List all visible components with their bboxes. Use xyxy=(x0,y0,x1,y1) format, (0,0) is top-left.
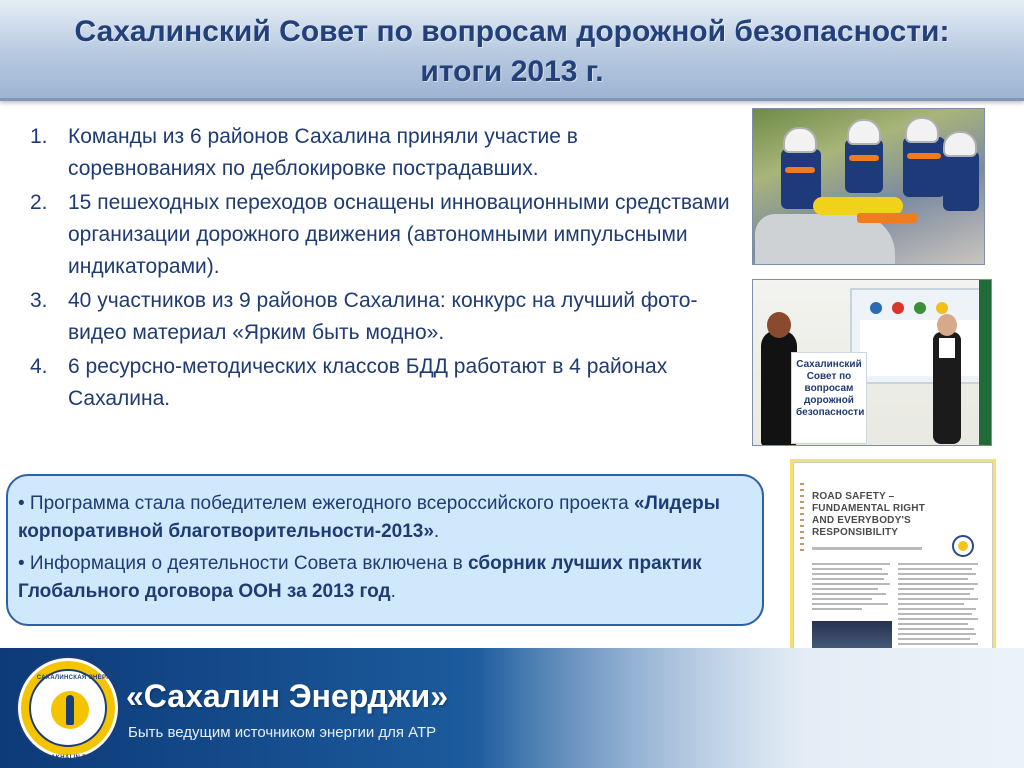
rescuer-figure xyxy=(943,151,979,211)
logo-ring xyxy=(29,669,120,761)
headline-line: FUNDAMENTAL RIGHT xyxy=(812,503,926,514)
list-item-text: Команды из 6 районов Сахалина приняли участие в соревнованиях по деблокировке пострадавших. xyxy=(68,125,578,180)
achievements-box xyxy=(6,474,764,626)
list-item-text: 40 участников из 9 районов Сахалина: конкурс на лучший фото-видео материал «Ярким быть модно». xyxy=(68,289,698,344)
achievement-highlight: «Лидеры корпоративной благотворительности-2013» xyxy=(18,493,720,542)
logo-icon xyxy=(892,302,904,314)
headline-line: AND EVERYBODY'S xyxy=(812,515,911,526)
helmet-icon xyxy=(783,127,817,153)
vest-stripe xyxy=(907,153,941,159)
list-item-number: 4. xyxy=(30,355,48,378)
vest-stripe xyxy=(849,155,879,161)
page-title xyxy=(0,12,1024,92)
teacher-head xyxy=(767,312,791,338)
island-icon xyxy=(51,691,89,729)
logo-icon xyxy=(936,302,948,314)
achievement-suffix: . xyxy=(390,581,396,602)
headline-line: ROAD SAFETY – xyxy=(812,491,895,502)
green-board xyxy=(979,280,991,446)
magazine-headline xyxy=(812,491,982,539)
student-head xyxy=(937,314,957,336)
achievement-item xyxy=(18,550,752,606)
classroom-photo xyxy=(752,279,992,446)
list-item-text: 15 пешеходных переходов оснащены инновационными средствами организации дорожного движения (автономными импульсными индикаторами). xyxy=(68,191,730,278)
body-text-column xyxy=(812,563,890,613)
page-title-line2: итоги 2013 г. xyxy=(420,55,604,88)
company-slogan: Быть ведущим источником энергии для АТР xyxy=(128,724,437,741)
headline-line: RESPONSIBILITY xyxy=(812,527,899,538)
list-item-number: 2. xyxy=(30,191,48,214)
company-name: «Сахалин Энерджи» xyxy=(126,678,449,714)
logo-icon xyxy=(914,302,926,314)
achievement-suffix: . xyxy=(433,521,440,542)
rescue-competition-photo xyxy=(752,108,985,265)
achievement-highlight: сборник лучших практик Глобального договора ООН за 2013 год xyxy=(18,553,702,602)
achievement-text: • Информация о деятельности Совета включена в xyxy=(18,553,469,574)
achievement-item xyxy=(18,490,752,546)
rescuer-figure xyxy=(903,137,945,197)
list-item xyxy=(30,351,730,415)
footer-banner xyxy=(0,648,1024,768)
background-haze xyxy=(480,648,1024,768)
vest-stripe xyxy=(785,167,815,173)
logo-text-bottom: SAKHALIN ENERGY xyxy=(46,755,110,761)
title-bar xyxy=(0,0,1024,101)
rescuer-figure xyxy=(845,139,883,193)
page-title-line1: Сахалинский Совет по вопросам дорожной безопасности: xyxy=(74,15,950,48)
projector-screen xyxy=(850,288,990,384)
achievement-text: • Программа стала победителем ежегодного всероссийского проекта xyxy=(18,493,634,514)
helmet-icon xyxy=(905,117,939,143)
list-item-text: 6 ресурсно-методических классов БДД работают в 4 районах Сахалина. xyxy=(68,355,668,410)
rescue-tool xyxy=(857,213,917,223)
list-item xyxy=(30,187,730,283)
list-item-number: 3. xyxy=(30,289,48,312)
helmet-icon xyxy=(847,119,881,145)
byline xyxy=(812,547,922,550)
logo-icon xyxy=(870,302,882,314)
sakhalin-energy-logo xyxy=(18,658,120,761)
slide-content xyxy=(860,320,982,376)
results-list xyxy=(30,121,730,417)
list-item xyxy=(30,285,730,349)
logo-text-top: САХАЛИНСКАЯ ЭНЕРГИЯ xyxy=(36,675,120,681)
student-shirt xyxy=(939,338,955,358)
helmet-icon xyxy=(943,131,977,157)
emblem-icon xyxy=(952,535,974,557)
list-item xyxy=(30,121,730,185)
council-banner: Сахалинский Совет по вопросам дорожной безопасности xyxy=(791,352,867,444)
list-item-number: 1. xyxy=(30,125,48,148)
